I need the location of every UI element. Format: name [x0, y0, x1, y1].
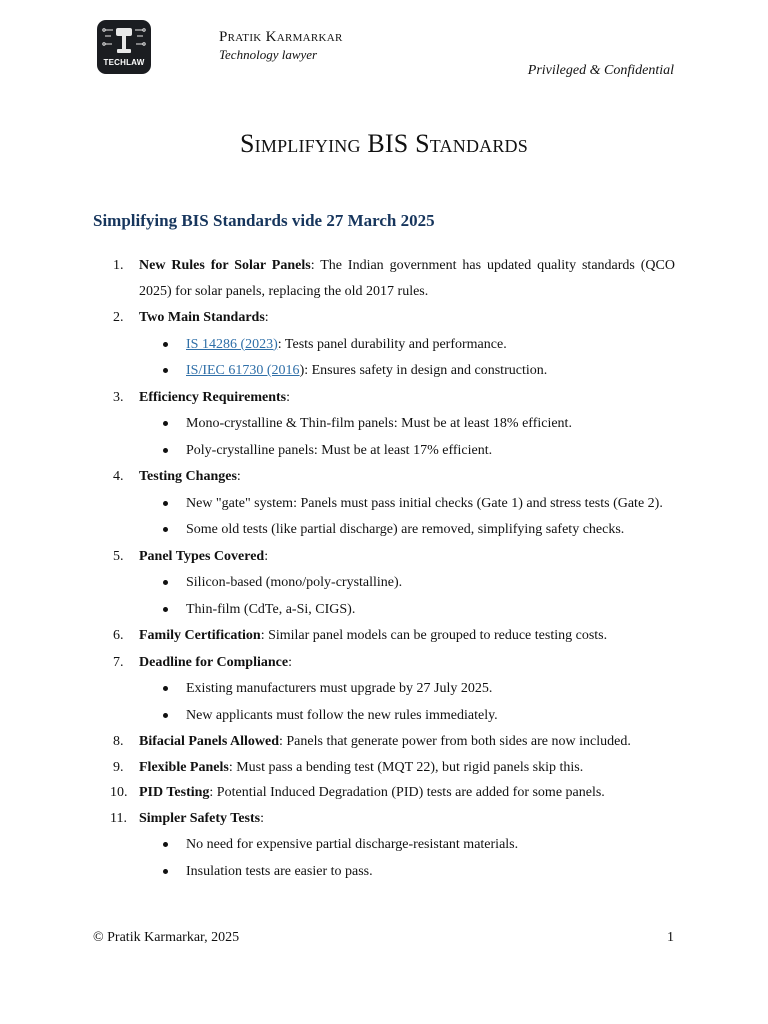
item-number: 2.: [113, 310, 124, 325]
bullet-text: Some old tests (like partial discharge) are removed, simplifying safety checks.: [186, 522, 625, 537]
item-label: PID Testing: [139, 785, 210, 800]
bullet-text: New "gate" system: Panels must pass initial checks (Gate 1) and stress tests (Gate 2).: [186, 495, 663, 511]
bullet-item: [93, 332, 675, 358]
item-text: :: [286, 389, 290, 405]
item-text: : The Indian government has updated quality standards (QCO 2025) for solar panels, replacing the old 2017 rules.: [139, 258, 675, 299]
bullet-item: [93, 859, 675, 885]
bullet-dot-icon: [163, 713, 168, 718]
section-heading: Simplifying BIS Standards vide 27 March 2025: [93, 211, 435, 230]
bullet-text: No need for expensive partial discharge-resistant materials.: [186, 837, 519, 852]
item-label: Two Main Standards: [139, 310, 265, 325]
bullet-text: New applicants must follow the new rules immediately.: [186, 707, 498, 723]
list-item: [93, 650, 675, 676]
techlaw-logo: [97, 20, 151, 74]
bullet-text: Insulation tests are easier to pass.: [186, 863, 373, 879]
item-number: 3.: [113, 389, 124, 405]
bullet-dot-icon: [163, 842, 168, 847]
standard-link[interactable]: IS 14286 (2023): [186, 336, 278, 352]
bullet-dot-icon: [163, 368, 168, 373]
item-label: Efficiency Requirements: [139, 389, 287, 405]
confidentiality-notice: Privileged & Confidential: [527, 63, 674, 78]
item-text: : Must pass a bending test (MQT 22), but rigid panels skip this.: [228, 759, 584, 775]
list-item: [93, 755, 675, 781]
list-item: [93, 253, 675, 304]
bullet-item: [93, 491, 675, 517]
logo-text: TECHLAW: [103, 58, 145, 67]
bullet-dot-icon: [163, 869, 168, 874]
footer-copyright: © Pratik Karmarkar, 2025: [93, 930, 240, 945]
item-label: Bifacial Panels Allowed: [139, 734, 279, 749]
item-number: 8.: [113, 734, 124, 749]
bullet-item: [93, 703, 675, 729]
bullet-item: [93, 517, 675, 543]
bullet-text: ): Ensures safety in design and construction.: [299, 363, 548, 378]
item-label: Panel Types Covered: [139, 548, 265, 564]
item-text: :: [288, 654, 292, 670]
list-item: [93, 544, 675, 570]
item-text: : Panels that generate power from both sides are now included.: [279, 734, 631, 749]
item-number: 7.: [113, 654, 124, 670]
page-number: 1: [667, 930, 674, 945]
item-text: :: [264, 548, 269, 564]
item-label: Testing Changes: [139, 469, 237, 484]
bullet-dot-icon: [163, 580, 168, 585]
item-text: :: [264, 310, 269, 325]
bullet-item: [93, 411, 675, 437]
bullet-dot-icon: [163, 607, 168, 612]
item-number: 6.: [113, 628, 124, 643]
bullet-dot-icon: [163, 342, 168, 347]
item-text: : Similar panel models can be grouped to reduce testing costs.: [260, 628, 608, 643]
bullet-dot-icon: [163, 527, 168, 532]
item-text: : Potential Induced Degradation (PID) tests are added for some panels.: [209, 785, 605, 800]
document-title: Simplifying BIS Standards: [240, 129, 528, 158]
item-label: Family Certification: [139, 628, 261, 643]
author-role: Technology lawyer: [219, 47, 318, 62]
bullet-text: Mono-crystalline & Thin-film panels: Must be at least 18% efficient.: [186, 416, 572, 431]
bullet-dot-icon: [163, 448, 168, 453]
item-label: Flexible Panels: [139, 759, 229, 775]
list-item: [93, 623, 675, 649]
bullet-item: [93, 597, 675, 623]
list-item: [93, 305, 675, 331]
numbered-list: [93, 253, 675, 884]
bullet-dot-icon: [163, 421, 168, 426]
bullet-text: Poly-crystalline panels: Must be at least 17% efficient.: [186, 442, 493, 458]
bullet-text: : Tests panel durability and performance.: [277, 336, 507, 352]
item-number: 5.: [113, 548, 124, 564]
bullet-item: [93, 438, 675, 464]
author-name: Pratik Karmarkar: [219, 29, 343, 45]
bullet-text: Existing manufacturers must upgrade by 27 July 2025.: [186, 681, 493, 696]
item-number: 11.: [110, 810, 127, 826]
bullet-item: [93, 676, 675, 702]
item-number: 10.: [110, 785, 128, 800]
bullet-dot-icon: [163, 501, 168, 506]
item-number: 1.: [113, 258, 124, 273]
list-item: [93, 806, 675, 832]
item-number: 9.: [113, 759, 124, 775]
item-text: :: [260, 810, 264, 826]
list-item: [93, 780, 675, 806]
bullet-text: Thin-film (CdTe, a-Si, CIGS).: [186, 601, 356, 617]
list-item: [93, 729, 675, 755]
bullet-item: [93, 832, 675, 858]
bullet-dot-icon: [163, 686, 168, 691]
bullet-item: [93, 570, 675, 596]
item-label: Deadline for Compliance: [139, 654, 289, 670]
bullet-item: [93, 358, 675, 384]
bullet-text: Silicon-based (mono/poly-crystalline).: [186, 575, 403, 590]
item-label: Simpler Safety Tests: [139, 810, 261, 826]
list-item: [93, 385, 675, 411]
item-number: 4.: [113, 469, 124, 484]
standard-link[interactable]: IS/IEC 61730 (2016: [186, 363, 300, 378]
item-text: :: [236, 469, 241, 484]
list-item: [93, 464, 675, 490]
item-label: New Rules for Solar Panels: [139, 258, 311, 273]
